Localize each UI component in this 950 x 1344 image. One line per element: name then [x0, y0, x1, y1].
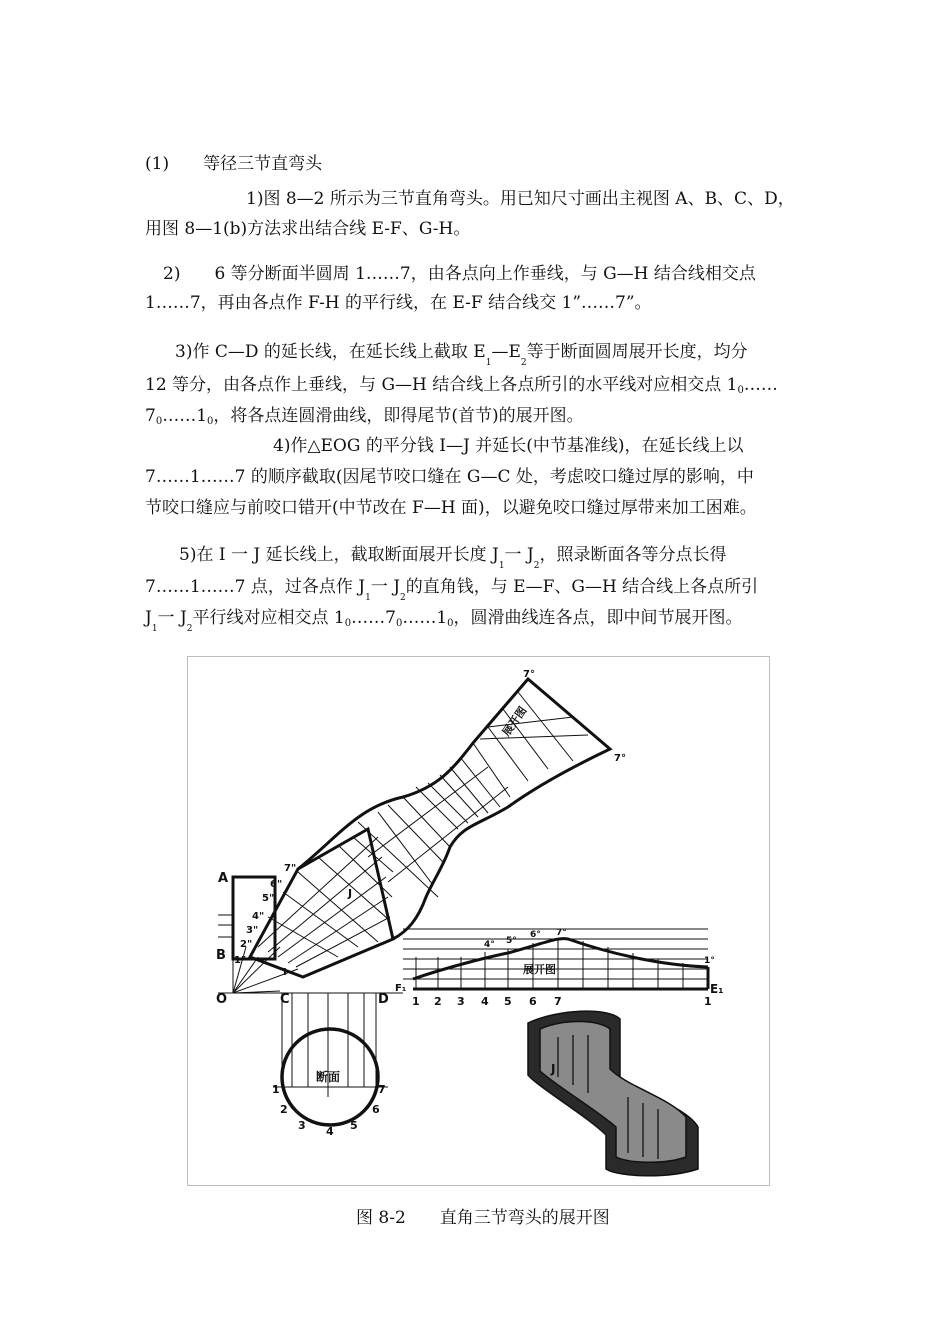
- paragraph-3-line-3: 70……10，将各点连圆滑曲线，即得尾节(首节)的展开图。: [145, 406, 584, 427]
- joint-label-4: 4": [252, 911, 265, 922]
- circle-num-3: 3: [298, 1119, 306, 1132]
- dev-num-6: 6: [529, 995, 537, 1008]
- label-D: D: [378, 992, 389, 1007]
- paragraph-2-line-2: 1……7，再由各点作 F-H 的平行线，在 E-F 结合线交 1”……7”。: [145, 293, 652, 313]
- joint-label-3: 3": [246, 925, 259, 936]
- joint-label-6: 6": [270, 879, 283, 890]
- joint-label-5: 5": [262, 893, 275, 904]
- circle-num-1: 1: [272, 1083, 280, 1096]
- construction-lines: [218, 947, 403, 993]
- joint-label-1: 1": [234, 955, 247, 966]
- dev-label-5deg: 5°: [506, 936, 517, 946]
- label-C: C: [280, 992, 290, 1007]
- circle-num-2: 2: [280, 1103, 288, 1116]
- figure-elbow-development: [187, 656, 770, 1186]
- paragraph-5-line-3: $J_1$一 $J_2$平行线对应相交点 10……70……10，圆滑曲线连各点，即中间节展开图。: [145, 608, 743, 634]
- circle-num-6: 6: [372, 1103, 380, 1116]
- dev-label-4deg: 4°: [484, 940, 495, 950]
- unfold-label-right: 展开图: [523, 963, 556, 976]
- label-E1: E₁: [710, 982, 724, 996]
- dev-num-end-1-deg: 1°: [704, 956, 715, 966]
- paragraph-4-line-3: 节咬口缝应与前咬口错开(中节改在 F—H 面)，以避免咬口缝过厚带来加工困难。: [145, 498, 757, 518]
- dev-num-end-1: 1: [704, 995, 712, 1008]
- paragraph-1-line-2: 用图 8—1(b)方法求出结合线 E-F、G-H。: [145, 219, 471, 239]
- paragraph-3-line-1: 3)作 C—D 的延长线，在延长线上截取 $E_1—E_2$等于断面圆周展开长度，均分: [175, 342, 748, 368]
- label-F1: F₁: [395, 983, 407, 994]
- dev-label-6deg: 6°: [530, 930, 541, 940]
- paragraph-4-line-1: 4)作△EOG 的平分钱 I—J 并延长(中节基准线)，在延长线上以: [273, 436, 744, 456]
- paragraph-3-line-2: 12 等分，由各点作上垂线，与 G—H 结合线上各点所引的水平线对应相交点 10……: [145, 375, 778, 396]
- circle-num-7: 7: [378, 1083, 386, 1096]
- label-J: J: [348, 887, 353, 900]
- label-7-top: 7°: [523, 669, 535, 680]
- label-7-right-top: 7°: [614, 753, 626, 764]
- unfold-label-top: 展开图: [499, 704, 530, 739]
- circle-num-4: 4: [326, 1125, 334, 1138]
- figure-caption: 图 8-2 直角三节弯头的展开图: [356, 1208, 610, 1228]
- joint-label-2: 2": [240, 939, 253, 950]
- dev-num-4: 4: [481, 995, 489, 1008]
- paragraph-1-line-1: 1)图 8—2 所示为三节直角弯头。用已知尺寸画出主视图 A、B、C、D，: [246, 189, 795, 209]
- paragraph-2-line-1: 2) 6 等分断面半圆周 1……7，由各点向上作垂线，与 G—H 结合线相交点: [163, 264, 756, 284]
- section-heading: (1) 等径三节直弯头: [145, 154, 323, 174]
- paragraph-5-line-1: 5)在 I 一 J 延长线上，截取断面展开长度 $J_1$一 $J_2$，照录断面各等分点长得: [179, 545, 727, 571]
- paragraph-4-line-2: 7……1……7 的顺序截取(因尾节咬口缝在 G—C 处，考虑咬口缝过厚的影响，中: [145, 467, 754, 487]
- dev-num-3: 3: [457, 995, 465, 1008]
- horizontal-development: [403, 929, 708, 989]
- circle-num-5: 5: [350, 1119, 358, 1132]
- dev-num-1: 1: [412, 995, 420, 1008]
- elbow-photo: [528, 1011, 698, 1176]
- photo-label-J: J: [551, 1062, 556, 1076]
- tail-development: [298, 679, 610, 939]
- dev-num-2: 2: [434, 995, 442, 1008]
- section-label: 断面: [316, 1070, 341, 1084]
- dev-num-5: 5: [504, 995, 512, 1008]
- label-A: A: [218, 871, 229, 886]
- dev-label-7deg: 7°: [556, 928, 567, 938]
- paragraph-5-line-2: 7……1……7 点，过各点作 $J_1$一 $J_2$的直角钱，与 E—F、G—H 结合线上各点所引: [145, 577, 759, 603]
- figure-drawing: [188, 657, 769, 1185]
- label-I: I: [283, 967, 287, 978]
- joint-label-7: 7": [284, 863, 297, 874]
- dev-num-7: 7: [554, 995, 562, 1008]
- label-B: B: [216, 948, 226, 963]
- section-view: [273, 993, 388, 1125]
- label-O: O: [216, 992, 228, 1007]
